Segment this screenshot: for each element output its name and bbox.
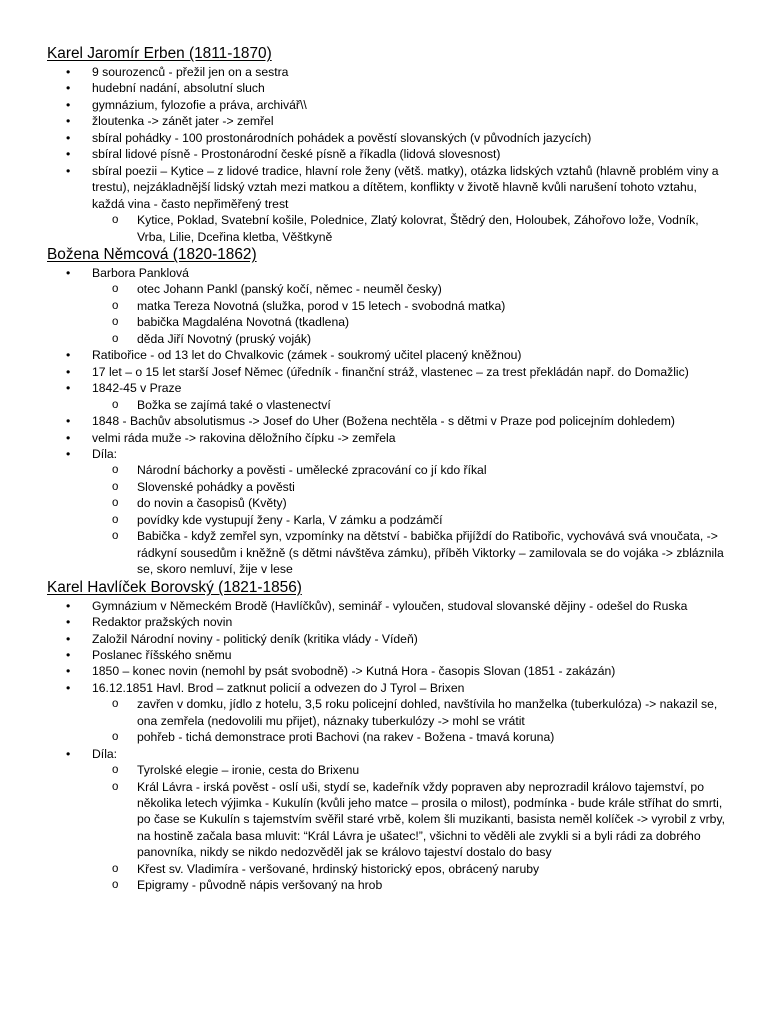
bullet-text: Gymnázium v Německém Brodě (Havlíčkův), seminář - vyloučen, studoval slovanské dějiny - odešel do Ruska [92,598,688,613]
sub-bullet-item: o otec Johann Pankl (panský kočí, němec - neuměl česky) [90,281,727,297]
bullet-text: sbíral pohádky - 100 prostonárodních pohádek a pověstí slovanských (v původních jazycích) [92,130,592,145]
bullet-item [47,680,727,746]
bullet-list [47,598,727,894]
bullet-item [47,265,727,347]
bullet-text: 17 let – o 15 let starší Josef Němec (úředník - finanční stráž, vlastenec – za trest překládán např. do Domažlic) [92,364,689,379]
bullet-text: žloutenka -> zánět jater -> zemřel [92,114,274,129]
bullet-item [47,446,727,578]
bullet-text: Díla: [92,746,118,761]
bullet-text: 9 sourozenců - přežil jen on a sestra [92,65,289,79]
sub-bullet-item: o povídky kde vystupují ženy - Karla, V zámku a podzámčí [90,512,727,528]
section-heading: Karel Jaromír Erben (1811-1870) [47,45,272,62]
bullet-text: gymnázium, fylozofie a práva, archivář\\ [92,97,307,112]
bullet-item [47,113,727,129]
bullet-list [47,265,727,578]
bullet-item [47,80,727,96]
sub-bullet-item: o pohřeb - tichá demonstrace proti Bachovi (na rakev - Božena - tmavá koruna) [90,729,727,745]
bullet-list [47,64,727,245]
sub-bullet-list [90,281,727,347]
bullet-item [47,380,727,413]
sub-bullet-item: o děda Jiří Novotný (pruský voják) [90,331,727,347]
bullet-text: Ratibořice - od 13 let do Chvalkovic (zámek - soukromý učitel placený kněžnou) [92,348,522,363]
document-content [47,44,727,894]
bullet-text: 1842-45 v Praze [92,381,182,396]
sub-bullet-list [90,462,727,577]
bullet-text: Redaktor pražských novin [92,615,233,630]
bullet-item [47,146,727,162]
bullet-text: Díla: [92,446,118,461]
bullet-item [47,746,727,894]
bullet-item [47,130,727,146]
sub-bullet-list [90,696,727,745]
bullet-text: Založil Národní noviny - politický deník (kritika vlády - Vídeň) [92,631,418,646]
sub-bullet-item: o Babička - když zemřel syn, vzpomínky na dětství - babička přijíždí do Ratibořic, vychovává svá vnoučata, -> rádkyní sousedům i kněžně (s dětmi návštěva zámku), příběh Viktorky – zamilovala se do vojáka -> zbláznila se, skoro nemluví, žije v lese [90,528,727,577]
sub-bullet-item: o Tyrolské elegie – ironie, cesta do Brixenu [90,762,727,778]
bullet-text: sbíral lidové písně - Prostonárodní české písně a říkadla (lidová slovesnost) [92,147,501,162]
bullet-item [47,64,727,80]
bullet-item [47,663,727,679]
sub-bullet-item: o Národní báchorky a pověsti - umělecké zpracování co jí kdo říkal [90,462,727,478]
sub-bullet-item: o do novin a časopisů (Květy) [90,495,727,511]
bullet-item [47,97,727,113]
bullet-item [47,647,727,663]
bullet-text: velmi ráda muže -> rakovina děložního čípku -> zemřela [92,430,396,445]
sub-bullet-item: o zavřen v domku, jídlo z hotelu, 3,5 roku policejní dohled, navštívila ho manželka (tuberkulóza) -> nakazil se, ona zemřela (nedovolili mu přijet), náznaky tuberkulózy -> mohl se vrátit [90,696,727,729]
sub-bullet-item: o Epigramy - původně nápis veršovaný na hrob [90,877,727,893]
bullet-item [47,347,727,363]
bullet-item [47,430,727,446]
sub-bullet-item: o matka Tereza Novotná (služka, porod v 15 letech - svobodná matka) [90,298,727,314]
bullet-item [47,631,727,647]
sub-bullet-list [90,212,727,245]
sub-bullet-item: o Křest sv. Vladimíra - veršované, hrdinský historický epos, obrácený naruby [90,861,727,877]
bullet-text: hudební nadání, absolutní sluch [92,81,265,96]
bullet-text: Barbora Panklová [92,265,189,280]
bullet-item [47,614,727,630]
bullet-text: 16.12.1851 Havl. Brod – zatknut policií a odvezen do J Tyrol – Brixen [92,680,465,695]
section-heading: Karel Havlíček Borovský (1821-1856) [47,578,302,596]
bullet-text: Poslanec říšského sněmu [92,647,232,662]
bullet-item [47,364,727,380]
bullet-item [47,413,727,429]
sub-bullet-item: o Král Lávra - irská pověst - oslí uši, stydí se, kadeřník vždy popraven aby neprozradil královo tajemství, po několika letech výjimka - Kukulín (kvůli jeho matce – prosila o milost), podmínka - bude krále stříhat do smrti, po čase se Kukulín s tajemstvím svěřil staré vrbě, kolem šli muzikanti, basista neměl kolíček -> vyrobil z vrby, na hostině začala basa mluvit: “Král Lávra je ušatec!”, všichni to věděli ale zvykli si a byli rádi za dobrého panovníka, nikdy se nikdo nedozvěděl jak se královo tajeství dostalo do basy [90,779,727,861]
sub-bullet-list [90,762,727,894]
bullet-text: 1848 - Bachův absolutismus -> Josef do Uher (Božena nechtěla - s dětmi v Praze pod policejním dohledem) [92,414,675,429]
sub-bullet-list [90,397,727,413]
section-heading: Božena Němcová (1820-1862) [47,245,257,263]
sub-bullet-item: o Slovenské pohádky a pověsti [90,479,727,495]
bullet-text: 1850 – konec novin (nemohl by psát svobodně) -> Kutná Hora - časopis Slovan (1851 - zakázán) [92,664,616,679]
bullet-item [47,598,727,614]
sub-bullet-item: o Božka se zajímá také o vlastenectví [90,397,727,413]
bullet-text: sbíral poezii – Kytice – z lidové tradice, hlavní role ženy (větš. matky), otázka lidských vztahů (hlavně problém viny a trestu), nejzákladnější lidský vztah mezi matkou a dítětem, konflikty v životě hlavně kvůli narušení tohoto vztahu, každá vina - často nepřiměřený trest [92,163,719,211]
bullet-item [47,163,727,245]
sub-bullet-item: o Kytice, Poklad, Svatební košile, Polednice, Zlatý kolovrat, Štědrý den, Holoubek, Záhořovo lože, Vodník, Vrba, Lilie, Dceřina kletba, Věštkyně [90,212,727,245]
sub-bullet-item: o babička Magdaléna Novotná (tkadlena) [90,314,727,330]
